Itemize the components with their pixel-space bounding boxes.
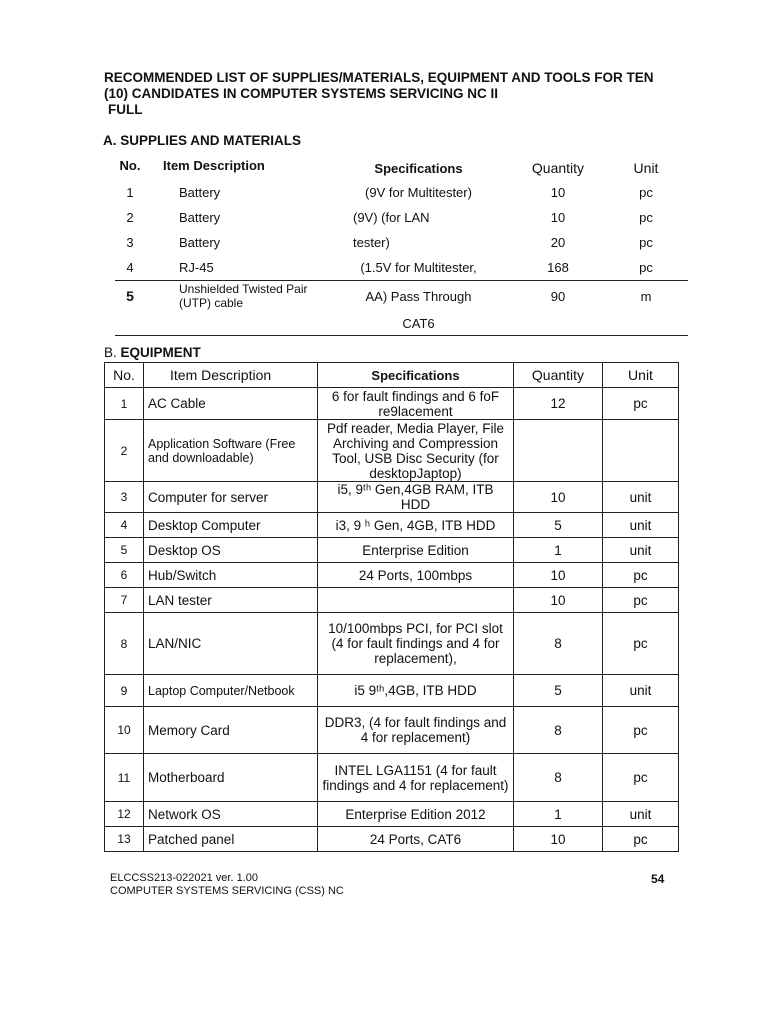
supplies-cell-spec: AA) Pass Through xyxy=(325,281,512,312)
supplies-cell-unit: pc xyxy=(639,210,653,225)
supplies-cell-no: 3 xyxy=(126,235,134,250)
supplies-cell-spec: (1.5V for Multitester, xyxy=(360,260,477,275)
supplies-cell-unit: m xyxy=(604,281,688,312)
page-title xyxy=(104,70,704,118)
supplies-cell-no: 4 xyxy=(126,260,134,275)
supplies-cell-unit: pc xyxy=(639,235,653,250)
supplies-cell-qty: 10 xyxy=(550,185,566,200)
equipment-cell-qty: 8 xyxy=(514,754,603,802)
supplies-header-no: No. xyxy=(119,157,141,173)
equipment-cell-no: 3 xyxy=(105,482,144,513)
equipment-cell-qty: 5 xyxy=(514,513,603,538)
equipment-cell-desc: AC Cable xyxy=(144,388,318,420)
supplies-cell-no: 5 xyxy=(115,281,145,312)
equipment-table xyxy=(104,362,679,852)
equipment-cell-qty: 1 xyxy=(514,538,603,563)
supplies-header-desc: Item Description xyxy=(163,157,265,173)
equipment-cell-spec: i3, 9 ʰ Gen, 4GB, ITB HDD xyxy=(318,513,514,538)
supplies-row xyxy=(115,230,688,255)
equipment-row xyxy=(105,707,679,754)
equipment-cell-spec: Enterprise Edition 2012 xyxy=(318,802,514,827)
equipment-header-unit: Unit xyxy=(603,363,679,388)
equipment-cell-no: 11 xyxy=(105,754,144,802)
supplies-cell-qty: 168 xyxy=(547,260,569,275)
title-line-3: FULL xyxy=(108,102,143,117)
equipment-cell-no: 2 xyxy=(105,420,144,482)
footer-doc-code: ELCCSS213-022021 ver. 1.00 xyxy=(110,872,258,884)
equipment-row xyxy=(105,588,679,613)
equipment-cell-no: 13 xyxy=(105,827,144,852)
equipment-cell-no: 4 xyxy=(105,513,144,538)
equipment-cell-qty: 5 xyxy=(514,675,603,707)
equipment-header-row xyxy=(105,363,679,388)
supplies-cell-desc: RJ-45 xyxy=(179,260,214,275)
equipment-cell-desc: Memory Card xyxy=(144,707,318,754)
equipment-cell-spec: 24 Ports, CAT6 xyxy=(318,827,514,852)
equipment-cell-spec: 6 for fault findings and 6 foF re9lacement xyxy=(318,388,514,420)
supplies-header-unit: Unit xyxy=(633,160,659,176)
equipment-cell-qty: 12 xyxy=(514,388,603,420)
equipment-cell-spec: 24 Ports, 100mbps xyxy=(318,563,514,588)
equipment-cell-no: 5 xyxy=(105,538,144,563)
equipment-cell-unit: unit xyxy=(603,482,679,513)
equipment-cell-desc: Network OS xyxy=(144,802,318,827)
equipment-cell-desc: Application Software (Free and downloadable) xyxy=(144,420,318,482)
supplies-cell-unit: pc xyxy=(639,260,653,275)
supplies-cell-qty: 90 xyxy=(512,281,604,312)
equipment-cell-spec: Enterprise Edition xyxy=(318,538,514,563)
equipment-row xyxy=(105,538,679,563)
supplies-header-row xyxy=(115,150,688,180)
equipment-cell-desc: LAN/NIC xyxy=(144,613,318,675)
equipment-cell-unit xyxy=(603,420,679,482)
supplies-row xyxy=(115,205,688,230)
supplies-cell-desc: Battery xyxy=(179,185,221,200)
equipment-cell-no: 9 xyxy=(105,675,144,707)
equipment-row xyxy=(105,802,679,827)
equipment-header-desc: Item Description xyxy=(144,363,318,388)
document-footer xyxy=(110,872,344,898)
equipment-cell-unit: pc xyxy=(603,563,679,588)
supplies-cell-spec: (9V for Multitester) xyxy=(365,185,472,200)
equipment-cell-qty: 10 xyxy=(514,827,603,852)
supplies-header-spec: Specifications xyxy=(374,160,463,176)
equipment-cell-desc: Desktop Computer xyxy=(144,513,318,538)
equipment-cell-qty: 10 xyxy=(514,588,603,613)
equipment-cell-desc: Motherboard xyxy=(144,754,318,802)
supplies-cell-unit: pc xyxy=(639,185,653,200)
equipment-cell-unit: unit xyxy=(603,513,679,538)
equipment-row xyxy=(105,563,679,588)
equipment-row xyxy=(105,675,679,707)
supplies-cell-spec: tester) xyxy=(353,235,390,250)
supplies-table xyxy=(115,150,688,336)
equipment-cell-spec: DDR3, (4 for fault findings and 4 for replacement) xyxy=(318,707,514,754)
equipment-cell-unit: pc xyxy=(603,588,679,613)
equipment-cell-unit: unit xyxy=(603,538,679,563)
page-number: 54 xyxy=(651,872,665,886)
supplies-cell-desc: Unshielded Twisted Pair (UTP) cable xyxy=(145,281,325,312)
equipment-cell-desc: Patched panel xyxy=(144,827,318,852)
supplies-cell-qty: 20 xyxy=(550,235,566,250)
equipment-cell-desc: Laptop Computer/Netbook xyxy=(144,675,318,707)
supplies-cell-desc: Battery xyxy=(179,235,221,250)
supplies-heading: A. SUPPLIES AND MATERIALS xyxy=(103,133,302,148)
equipment-cell-desc: Desktop OS xyxy=(144,538,318,563)
equipment-cell-unit: unit xyxy=(603,802,679,827)
equipment-cell-qty: 10 xyxy=(514,563,603,588)
equipment-cell-spec: i5, 9ᵗʰ Gen,4GB RAM, ITB HDD xyxy=(318,482,514,513)
equipment-heading xyxy=(104,345,201,360)
supplies-cell-spec-continuation: CAT6 xyxy=(325,311,512,336)
equipment-row xyxy=(105,754,679,802)
equipment-cell-qty xyxy=(514,420,603,482)
equipment-cell-qty: 1 xyxy=(514,802,603,827)
equipment-cell-qty: 10 xyxy=(514,482,603,513)
title-line-1: RECOMMENDED LIST OF SUPPLIES/MATERIALS, EQUIPMENT AND TOOLS FOR TEN xyxy=(104,70,654,85)
equipment-cell-no: 7 xyxy=(105,588,144,613)
equipment-cell-unit: pc xyxy=(603,827,679,852)
supplies-cell-no: 2 xyxy=(126,210,134,225)
equipment-cell-no: 8 xyxy=(105,613,144,675)
footer-qualification: COMPUTER SYSTEMS SERVICING (CSS) NC xyxy=(110,885,344,897)
equipment-cell-no: 10 xyxy=(105,707,144,754)
equipment-cell-desc: LAN tester xyxy=(144,588,318,613)
equipment-cell-desc: Computer for server xyxy=(144,482,318,513)
equipment-heading-text: EQUIPMENT xyxy=(120,345,201,360)
equipment-cell-spec: 10/100mbps PCI, for PCI slot (4 for fault findings and 4 for replacement), xyxy=(318,613,514,675)
supplies-row xyxy=(115,255,688,281)
equipment-row xyxy=(105,420,679,482)
equipment-cell-qty: 8 xyxy=(514,707,603,754)
equipment-heading-letter: B. xyxy=(104,345,117,360)
supplies-row xyxy=(115,281,688,312)
equipment-cell-spec: i5 9ᵗʰ,4GB, ITB HDD xyxy=(318,675,514,707)
equipment-cell-no: 1 xyxy=(105,388,144,420)
supplies-continuation-row xyxy=(115,311,688,336)
supplies-cell-no: 1 xyxy=(126,185,134,200)
equipment-cell-unit: pc xyxy=(603,613,679,675)
supplies-cell-qty: 10 xyxy=(550,210,566,225)
equipment-cell-spec: Pdf reader, Media Player, File Archiving and Compression Tool, USB Disc Security (for desktopJaptop) xyxy=(318,420,514,482)
supplies-row xyxy=(115,180,688,205)
equipment-cell-spec: INTEL LGA1151 (4 for fault findings and 4 for replacement) xyxy=(318,754,514,802)
equipment-cell-no: 6 xyxy=(105,563,144,588)
equipment-row xyxy=(105,613,679,675)
equipment-cell-unit: pc xyxy=(603,707,679,754)
equipment-cell-unit: unit xyxy=(603,675,679,707)
equipment-cell-no: 12 xyxy=(105,802,144,827)
equipment-row xyxy=(105,827,679,852)
equipment-header-spec: Specifications xyxy=(318,363,514,388)
supplies-cell-spec: (9V) (for LAN xyxy=(353,210,430,225)
supplies-header-qty: Quantity xyxy=(531,160,585,176)
equipment-header-no: No. xyxy=(105,363,144,388)
equipment-row xyxy=(105,388,679,420)
equipment-header-qty: Quantity xyxy=(514,363,603,388)
equipment-cell-unit: pc xyxy=(603,388,679,420)
title-line-2: (10) CANDIDATES IN COMPUTER SYSTEMS SERVICING NC II xyxy=(104,86,499,101)
equipment-cell-qty: 8 xyxy=(514,613,603,675)
supplies-cell-desc: Battery xyxy=(179,210,221,225)
equipment-row xyxy=(105,482,679,513)
equipment-cell-spec xyxy=(318,588,514,613)
equipment-cell-desc: Hub/Switch xyxy=(144,563,318,588)
equipment-row xyxy=(105,513,679,538)
equipment-cell-unit: pc xyxy=(603,754,679,802)
